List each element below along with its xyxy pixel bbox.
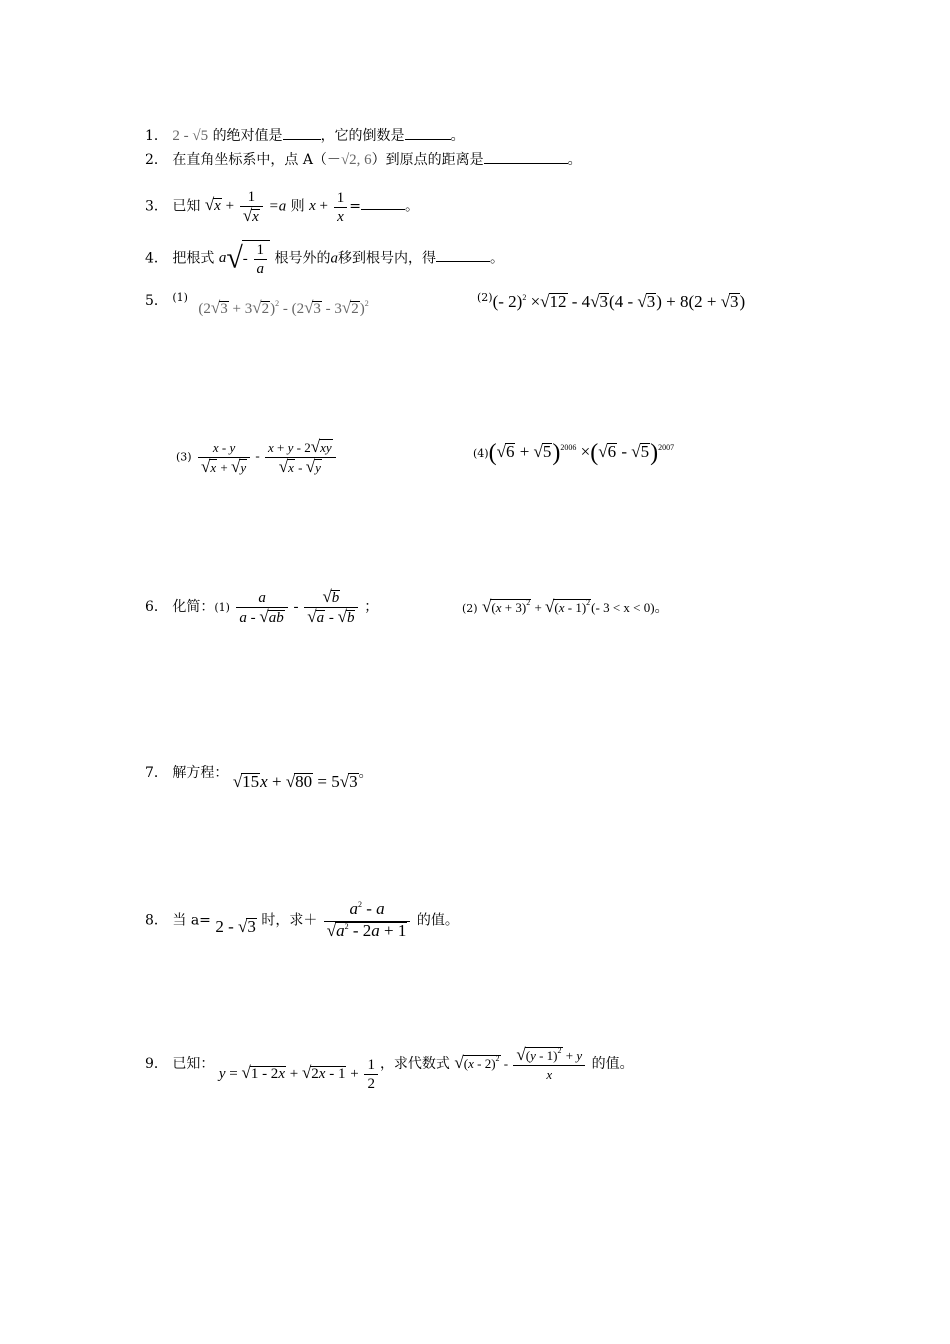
part-label: (4)	[473, 447, 489, 460]
problem-number: 9．	[145, 1055, 168, 1072]
problem-6-part-2: (2) $√(x + 3)^2 + √(x - 1)^2(-$ 3 < x < 0)。	[462, 597, 669, 616]
answer-blank[interactable]	[405, 127, 451, 140]
math-expression: $\frac{x - y}{√x + √y}$ - $\frac{x + y - 2√xy}{√x - √y}$	[196, 448, 338, 463]
answer-blank[interactable]	[436, 249, 490, 262]
problem-text: 的绝对值是	[212, 128, 283, 144]
math-expression: $\frac{a^2 - a}{√a^2 - 2a + 1}$	[322, 909, 413, 928]
problem-9: 9． 已知： y = √1 - 2x + √2x - 1 + $\frac{1}{2}$ ，求代数式 √(x - 2)$^2$ - $\frac{√(y - 1)^2 + y}{x}$ 的值。	[145, 1045, 634, 1093]
problem-number: 4．	[145, 250, 168, 267]
math-expression: y = √1 - 2x + √2x - 1 + $\frac{1}{2}$	[219, 1066, 380, 1082]
problem-text: ）到原点的距离是	[371, 152, 484, 168]
problem-text: 在直角坐标系中，点 A（－	[172, 152, 341, 168]
answer-blank[interactable]	[484, 151, 568, 164]
part-label: (2)	[477, 291, 493, 304]
problem-number: 1．	[145, 128, 168, 144]
punctuation: 。	[450, 128, 465, 144]
problem-text: ，它的倒数是	[320, 128, 405, 144]
math-expression: 2 - √3	[215, 917, 256, 937]
math-expression: 2 - √5	[172, 128, 209, 144]
math-expression: √15x + √80 = 5√3	[232, 772, 358, 791]
problem-1	[145, 126, 465, 146]
math-expression: $\frac{a}{a - √ab}$ - $\frac{√b}{√a - √b}$	[234, 599, 364, 615]
math-expression: x + $\frac{1}{x}$	[309, 198, 349, 214]
part-label: (3)	[176, 450, 192, 464]
coordinates: √2, 6	[340, 152, 372, 168]
problem-number: 7．	[145, 765, 168, 781]
math-expression: (- 2)$^2$ ×√12 - 4√3(4 - √3) + 8(2 + √3)	[492, 292, 746, 311]
math-expression: $(√6 + √5)^{2006} \times(√6 - √5)^{2007}$	[488, 440, 675, 467]
problem-text: 解方程：	[172, 765, 229, 781]
problem-8: 8． 当 a= 2 - √3 时，求＋ $\frac{a^2 - a}{√a^2 - 2a + 1}$ 的值。	[145, 899, 459, 940]
problem-3: 3． 已知 √x + $\frac{1}{√x}$ =a 则 x + $\frac{1}{x}$ = 。	[145, 189, 419, 225]
answer-blank[interactable]	[361, 197, 405, 210]
problem-number: 2．	[145, 152, 168, 168]
math-expression: √(x - 2)$^2$ - $\frac{√(y - 1)^2 + y}{x}$	[454, 1056, 587, 1071]
problem-text: 已知：	[172, 1055, 215, 1072]
math-expression: √x + $\frac{1}{√x}$	[205, 198, 269, 214]
math-expression: a√- $\frac{1}{a}$	[219, 250, 270, 266]
part-label: (1)	[214, 600, 230, 614]
problem-number: 3．	[145, 198, 168, 215]
problem-text: 把根式	[172, 250, 215, 267]
part-label: (2)	[462, 602, 478, 615]
answer-blank[interactable]	[283, 127, 321, 140]
part-label: (1)	[172, 291, 188, 304]
problem-text: 化简：	[172, 598, 215, 615]
problem-6: 6． 化简：(1) $\frac{a}{a - √ab}$ - $\frac{√b}{√a - √b}$ ；	[145, 587, 379, 626]
problem-5-part-3	[176, 438, 338, 477]
problem-2	[145, 150, 582, 170]
problem-5-part-1	[145, 290, 369, 317]
problem-number: 8．	[145, 912, 168, 929]
problem-number: 5．	[145, 293, 168, 309]
math-expression: $(2√3 + 3√2)^2 - (2√3 - 3√2)^2$	[198, 298, 369, 317]
math-expression: $√(x + 3)^2 + √(x - 1)^2$	[482, 597, 591, 616]
problem-text: 已知	[172, 198, 201, 215]
problem-5-part-2	[477, 292, 745, 315]
problem-number: 6．	[145, 598, 168, 615]
problem-4: 4． 把根式 a√- $\frac{1}{a}$ 根号外的a移到根号内，得 。	[145, 242, 504, 277]
problem-7: 7． 解方程： √15x + √80 = 5√3。	[145, 765, 373, 791]
problem-5-part-4	[473, 442, 674, 465]
problem-text: 当 a=	[172, 912, 211, 929]
punctuation: 。	[567, 152, 582, 168]
